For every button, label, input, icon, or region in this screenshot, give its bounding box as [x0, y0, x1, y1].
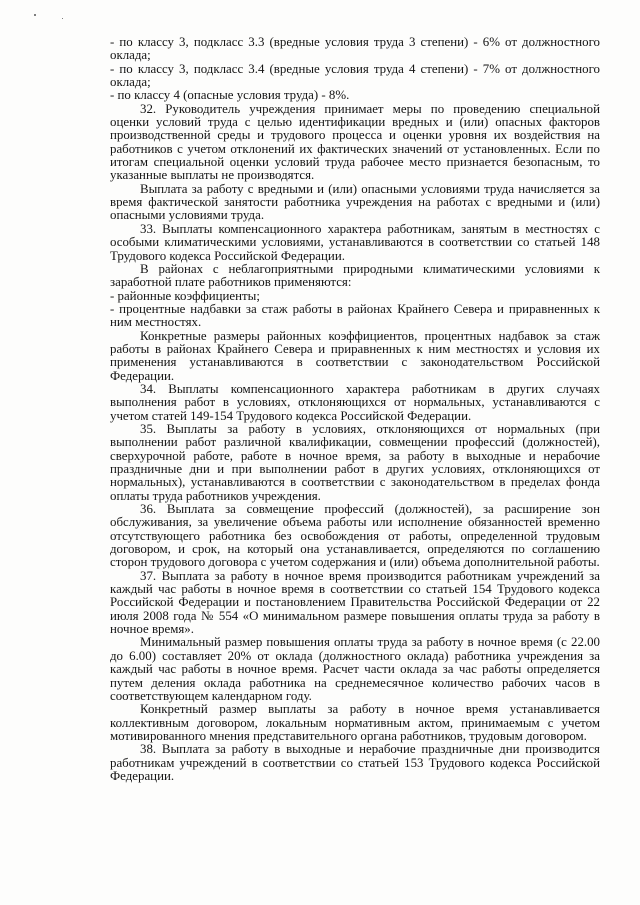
paragraph-35: 35. Выплаты за работу в условиях, отклоняющихся от нормальных (при выполнении работ различной квалификации, совмещении профессий (должностей), сверхурочной работе, работе в ночное время, за работу в выходные и нерабочие праздничные дни и при выполнении работ в других условиях, отклоняющихся от нормальных), устанавливаются в соответствии с законодательством в пределах фонда оплаты труда работников учреждения.	[110, 421, 600, 503]
paragraph-37-minimum: Минимальный размер повышения оплаты труда за работу в ночное время (с 22.00 до 6.00) составляет 20% от оклада (должностного оклада) работника учреждения за каждый час работы в ночное время. Расчет части оклада за час работы определяется путем деления оклада работника на среднемесячное количество рабочих часов в соответствующем календарном году.	[110, 635, 600, 703]
paragraph-33-regions: В районах с неблагоприятными природными климатическими условиями к заработной плате работников применяются:	[110, 261, 600, 290]
list-item-class-3-4: - по классу 3, подкласс 3.4 (вредные условия труда 4 степени) - 7% от должностного оклада;	[110, 61, 600, 90]
list-item-percentage-bonuses: - процентные надбавки за стаж работы в районах Крайнего Севера и приравненных к ним местностях.	[110, 301, 600, 330]
paragraph-33-specific-amounts: Конкретные размеры районных коэффициентов, процентных надбавок за стаж работы в районах Крайнего Севера и приравненных к ним местностях и условия их применения устанавливаются в соответствии с законодательством Российской Федерации.	[110, 328, 600, 383]
paragraph-32: 32. Руководитель учреждения принимает меры по проведению специальной оценки условий труда с целью идентификации вредных и (или) опасных факторов производственной среды и трудового процесса и оценки уровня их воздействия на работников с учетом отклонений их фактических значений от установленных. Если по итогам специальной оценки условий труда рабочее место признается безопасным, то указанные выплаты не производятся.	[110, 101, 600, 183]
paragraph-33: 33. Выплаты компенсационного характера работникам, занятым в местностях с особыми климатическими условиями, устанавливаются в соответствии со статьей 148 Трудового кодекса Российской Федерации.	[110, 221, 600, 263]
paragraph-37: 37. Выплата за работу в ночное время производится работникам учреждений за каждый час работы в ночное время в соответствии со статьей 154 Трудового кодекса Российской Федерации и постановлением Правительства Российской Федерации от 22 июля 2008 года № 554 «О минимальном размере повышения оплаты труда за работу в ночное время».	[110, 568, 600, 637]
paragraph-38: 38. Выплата за работу в выходные и нерабочие праздничные дни производится работникам учреждений в соответствии со статьей 153 Трудового кодекса Российской Федерации.	[110, 742, 600, 783]
paragraph-32-hazard-payment: Выплата за работу с вредными и (или) опасными условиями труда начисляется за время фактической занятости работника учреждения на работах с вредными и (или) опасными условиями труда.	[110, 181, 600, 223]
list-item-class-4: - по классу 4 (опасные условия труда) - 8%.	[110, 88, 350, 103]
paragraph-36: 36. Выплата за совмещение профессий (должностей), за расширение зон обслуживания, за увеличение объема работы или исполнение обязанностей временно отсутствующего работника без освобождения от работы, определенной трудовым договором, и срок, на который она устанавливается, определяются по соглашению сторон трудового договора с учетом содержания и (или) объема дополнительной работы.	[110, 502, 600, 570]
scan-dot	[34, 14, 36, 16]
list-item-regional-coefficients: - районные коэффициенты;	[110, 288, 260, 303]
list-item-class-3-3: - по классу 3, подкласс 3.3 (вредные условия труда 3 степени) - 6% от должностного оклада;	[110, 35, 600, 63]
scan-dot	[62, 18, 63, 19]
paragraph-34: 34. Выплаты компенсационного характера работникам в других случаях выполнения работ в условиях, отклоняющихся от нормальных, устанавливаются с учетом статей 149-154 Трудового кодекса Российской Федерации.	[110, 381, 600, 423]
paragraph-37-specific: Конкретный размер выплаты за работу в ночное время устанавливается коллективным договором, локальным нормативным актом, принимаемым с учетом мотивированного мнения представительного органа работников, трудовым договором.	[110, 702, 600, 743]
